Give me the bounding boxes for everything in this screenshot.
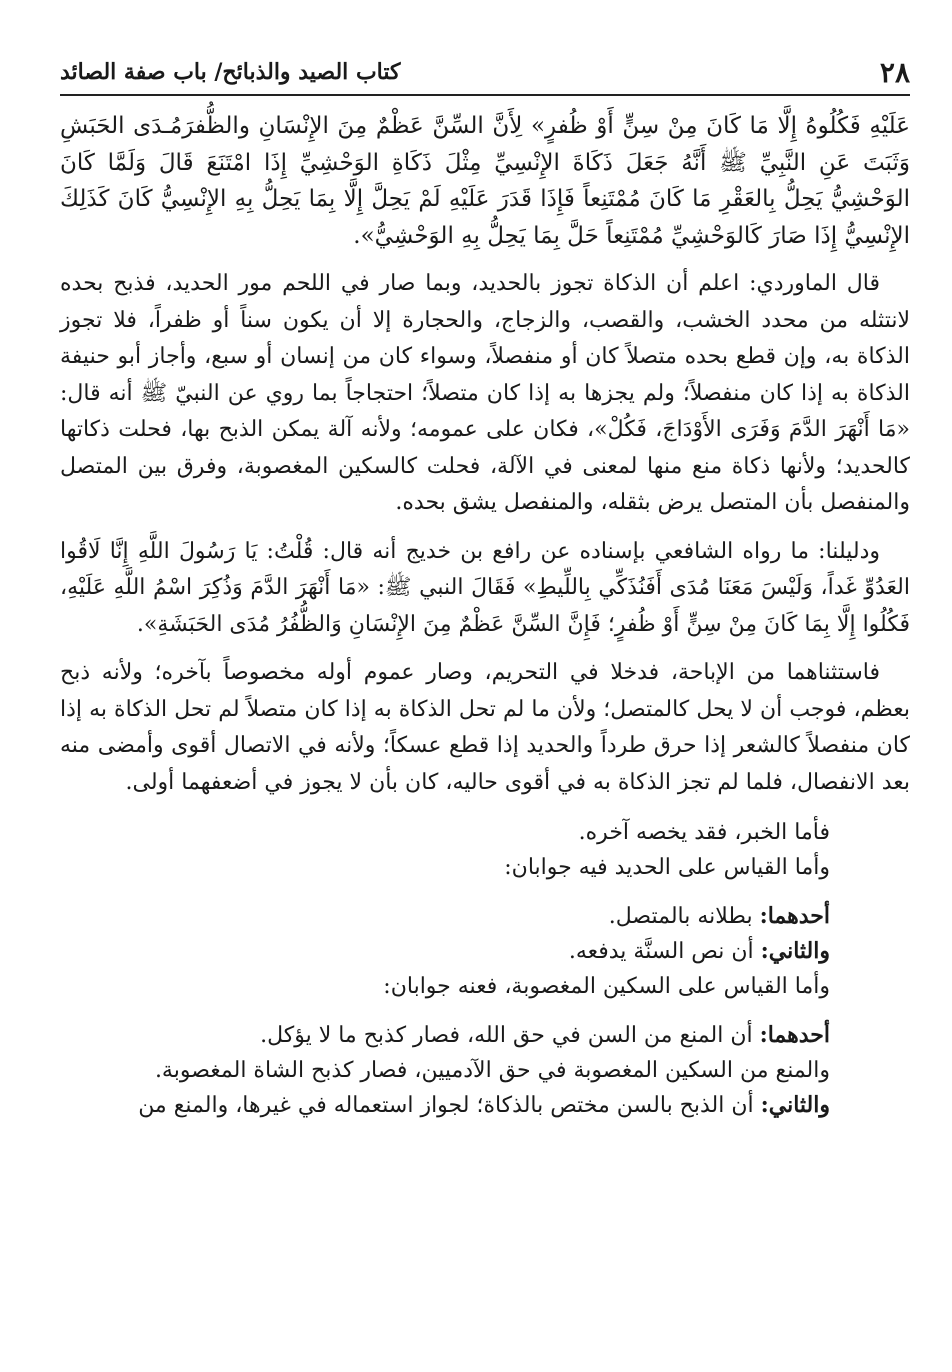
page-number: ٢٨ <box>879 55 910 89</box>
paragraph-hadith-continuation: عَلَيْهِ فَكُلُوهُ إِلَّا مَا كَانَ مِنْ سِنٍّ أَوْ ظُفرٍ» لِأَنَّ السِّنَّ عَظْمٌ مِنَ الإِنْسَانِ والظُّفرَمُـدَى الحَبَشِ وَثَبَتَ عَنِ النَّبِيِّ ﷺ أَنَّهُ جَعَلَ ذَكَاةَ الإِنْسِيِّ مِثْلَ ذَكَاةِ الوَحْشِيِّ إِذَا امْتَنَعَ قَالَ وَلَمَّا كَانَ الوَحْشِيُّ يَحِلُّ بِالعَقْرِ مَا كَانَ مُمْتَنِعاً فَإِذَا قَدَرَ عَلَيْهِ لَمْ يَحِلَّ إِلَّا بِمَا يَحِلُّ بِهِ الإِنْسِيُّ كَانَ كَذَلِكَ الإِنْسِيُّ إِذَا صَارَ كَالوَحْشِيِّ مُمْتَنِعاً حَلَّ بِمَا يَحِلُّ بِهِ الوَحْشِيُّ». <box>60 113 910 249</box>
line-text: أن المنع من السن في حق الله، فصار كذبح ما لا يؤكل. <box>260 1023 760 1048</box>
line-text: أن نص السنَّة يدفعه. <box>568 939 761 964</box>
paragraph-mawardi: قال الماوردي: اعلم أن الذكاة تجوز بالحديد، وبما صار في اللحم مور الحديد، فذبح بحده لانتثله من محدد الخشب، والقصب، والزجاج، والحجارة إلا أن يكون سناً أو ظفراً، فلا تجوز الذكاة به، وإن قطع بحده متصلاً كان أو منفصلاً، وسواء كان من إنسان أو سبع، وأجاز أبو حنيفة الذكاة به إذا كان منفصلاً؛ ولم يجزها به إذا كان متصلاً؛ احتجاجاً بما روي عن النبيّ ﷺ أنه قال: «مَا أَنْهَرَ الدَّمَ وَفَرَى الأَوْدَاجَ، فَكُلْ»، فكان على عمومه؛ ولأنه آلة يمكن الذبح بها، فحلت ذكاتها كالحديد؛ ولأنها ذكاة منع منها لمعنى في الآلة، فحلت كالسكين المغصوبة، وفرق بين المتصل والمنفصل بأن المتصل يرض بثقله، والمنفصل يشق بحده. <box>60 271 910 515</box>
paragraph-evidence: ودليلنا: ما رواه الشافعي بإسناده عن رافع بن خديج أنه قال: قُلْتُ: يَا رَسُولَ اللَّهِ إِنَّا لَاقُوا العَدُوِّ غَداً، وَلَيْسَ مَعَنَا مُدَى أَفَنُذَكِّي بِاللِّيطِ» فَقَالَ النبي ﷺ: «مَا أَنْهَرَ الدَّمَ وَذُكِرَ اسْمُ اللَّهِ عَلَيْهِ، فَكُلُوا إِلَّا بِمَا كَانَ مِنْ سِنٍّ أَوْ ظُفرٍ؛ فَإِنَّ السِّنَّ عَظْمٌ مِنَ الإِنْسَانِ وَالظُّفُرُ مُدَى الحَبَشَةِ». <box>60 538 910 637</box>
paragraph-exclusion: فاستثناهما من الإباحة، فدخلا في التحريم، وصار عموم أوله مخصوصاً بآخره؛ ولأنه ذبح بعظم، فوجب أن لا يحل كالمتصل؛ ولأن ما لم تحل الذكاة به إذا كان متصلاً لم تحل الذكاة به إذا كان منفصلاً كالشعر إذا حرق طرداً والحديد إذا قطع عسكاً؛ ولأنه في الاتصال أقوى وأمضى منه بعد الانفصال، فلما لم تجز الذكاة به في أقوى حاليه، كان بأن لا يجوز في أضعفهما أولى. <box>60 660 910 795</box>
list-item <box>60 1053 830 1088</box>
page-header <box>60 50 910 96</box>
book-page <box>60 50 910 1350</box>
line-label: والثاني: <box>760 1092 830 1118</box>
list-item <box>60 899 830 934</box>
line-text: وأما القياس على الحديد فيه جوابان: <box>504 855 830 880</box>
line-label: أحدهما: <box>759 903 830 929</box>
list-item <box>60 934 830 969</box>
list-item <box>60 815 830 850</box>
line-label: والثاني: <box>760 938 830 964</box>
list-item <box>60 969 830 1004</box>
answers-list <box>60 815 830 1123</box>
list-item <box>60 850 830 885</box>
line-text: والمنع من السكين المغصوبة في حق الآدميين، فصار كذبح الشاة المغصوبة. <box>154 1058 830 1083</box>
list-item <box>60 1088 830 1123</box>
line-text: أن الذبح بالسن مختص بالذكاة؛ لجواز استعماله في غيرها، والمنع من <box>138 1093 761 1118</box>
line-text: فأما الخبر، فقد يخصه آخره. <box>578 820 830 845</box>
running-title: كتاب الصيد والذبائح/ باب صفة الصائد <box>60 59 401 85</box>
list-item <box>60 1018 830 1053</box>
line-label: أحدهما: <box>759 1022 830 1048</box>
line-text: وأما القياس على السكين المغصوبة، فعنه جوابان: <box>383 974 830 999</box>
line-text: بطلانه بالمتصل. <box>608 904 760 929</box>
